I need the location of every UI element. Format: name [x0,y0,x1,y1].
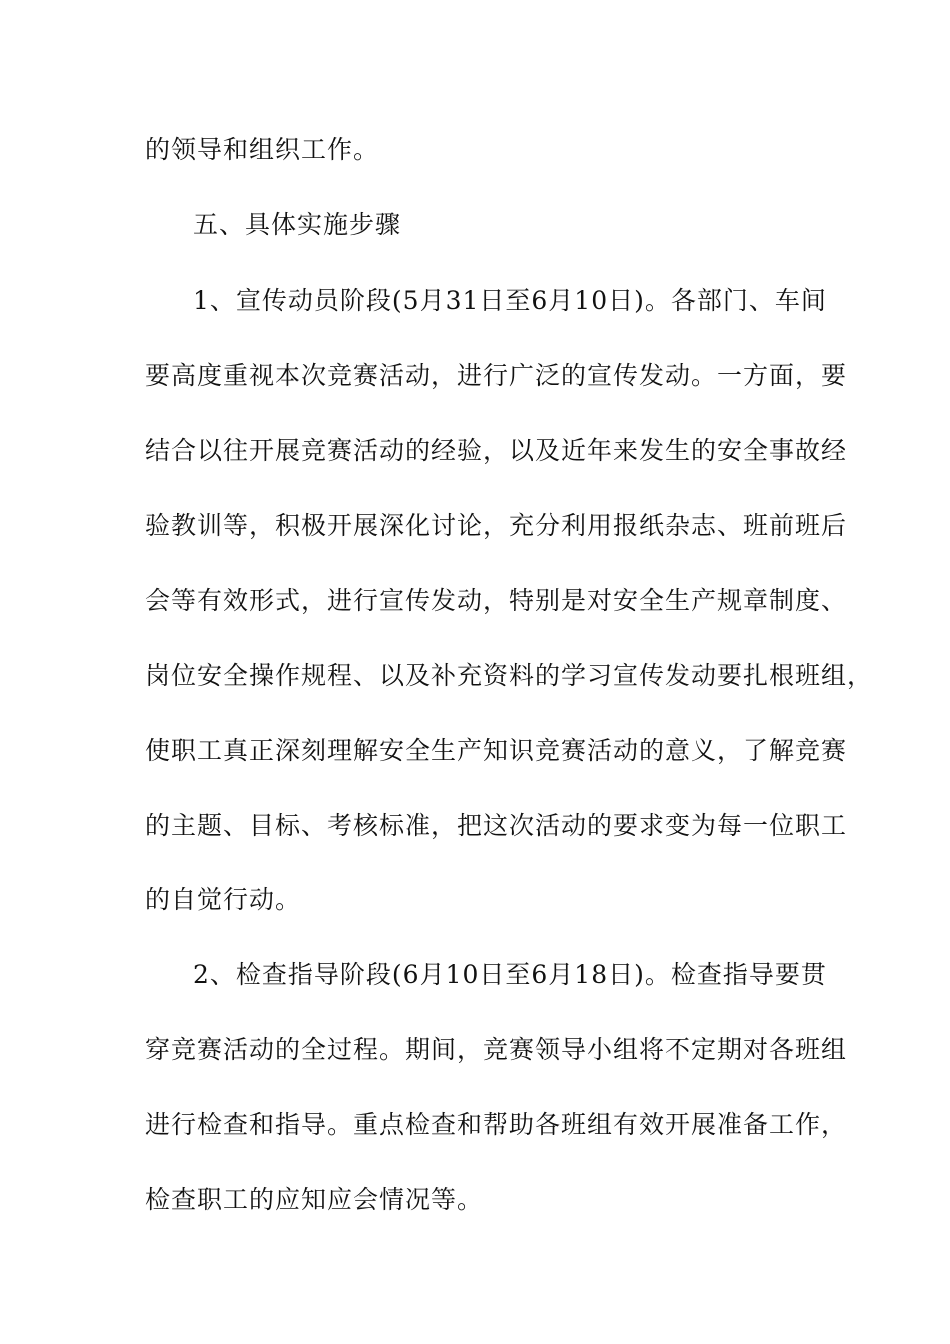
text-line: 要高度重视本次竞赛活动，进行广泛的宣传发动。一方面，要 [145,361,848,390]
text-line: 岗位安全操作规程、以及补充资料的学习宣传发动要扎根班组， [145,661,874,690]
text-line: 结合以往开展竞赛活动的经验，以及近年来发生的安全事故经 [145,436,848,465]
text-line: 2、检查指导阶段(6月10日至6月18日)。检查指导要贯 [193,960,827,989]
text-line: 进行检查和指导。重点检查和帮助各班组有效开展准备工作， [145,1110,848,1139]
text-line: 验教训等，积极开展深化讨论，充分利用报纸杂志、班前班后 [145,511,848,540]
text-line: 的自觉行动。 [145,885,302,914]
text-line: 的主题、目标、考核标准，把这次活动的要求变为每一位职工 [145,811,848,840]
text-line: 穿竞赛活动的全过程。期间，竞赛领导小组将不定期对各班组 [145,1035,848,1064]
text-line: 的领导和组织工作。 [145,135,380,164]
section-heading: 五、具体实施步骤 [193,210,402,239]
text-line: 检查职工的应知应会情况等。 [145,1185,484,1214]
text-line: 会等有效形式，进行宣传发动，特别是对安全生产规章制度、 [145,586,848,615]
text-line: 使职工真正深刻理解安全生产知识竞赛活动的意义，了解竞赛 [145,736,848,765]
text-line: 1、宣传动员阶段(5月31日至6月10日)。各部门、车间 [193,286,827,315]
